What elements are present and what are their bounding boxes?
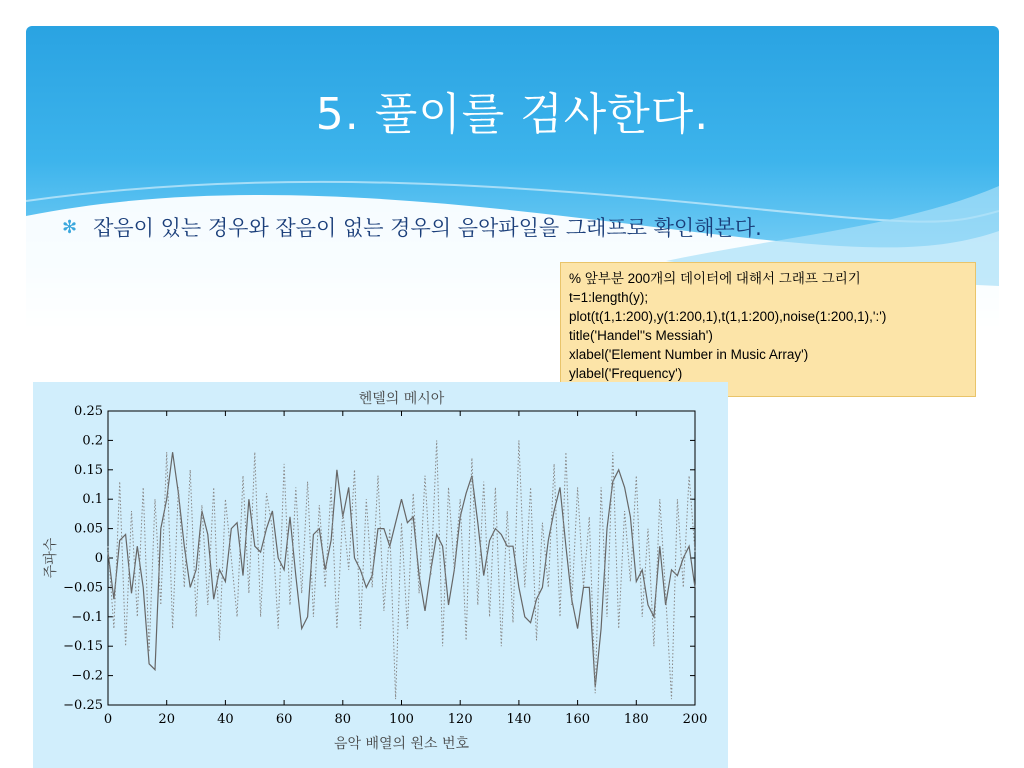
y-tick-label: −0.1 <box>71 609 103 625</box>
x-tick-label: 180 <box>623 712 649 727</box>
y-tick-label: 0.1 <box>82 492 103 508</box>
x-axis-label: 음악 배열의 원소 번호 <box>333 736 470 752</box>
y-tick-label: −0.2 <box>71 668 103 684</box>
code-line: plot(t(1,1:200),y(1:200,1),t(1,1:200),noise(1:200,1),':') <box>569 309 887 324</box>
x-tick-label: 40 <box>217 712 234 727</box>
code-line: ylabel('Frequency') <box>569 366 683 381</box>
x-tick-label: 140 <box>506 712 532 727</box>
y-tick-label: 0 <box>94 551 103 566</box>
x-tick-label: 80 <box>334 712 352 727</box>
chart-title: 헨델의 메시아 <box>358 391 445 407</box>
asterisk-icon: ✻ <box>62 216 78 238</box>
x-tick-label: 200 <box>682 712 708 727</box>
y-tick-label: 0.15 <box>74 462 103 478</box>
x-tick-label: 60 <box>275 712 293 727</box>
line-chart <box>33 382 728 768</box>
bullet-item <box>62 212 762 242</box>
y-tick-label: 0.05 <box>74 521 103 537</box>
bullet-text: 잡음이 있는 경우와 잡음이 없는 경우의 음악파일을 그래프로 확인해본다. <box>93 216 762 240</box>
y-tick-label: 0.25 <box>74 404 103 419</box>
plot-frame <box>108 411 695 705</box>
y-tick-label: −0.15 <box>63 639 103 655</box>
x-tick-label: 20 <box>158 712 175 727</box>
y-tick-label: −0.25 <box>63 698 103 713</box>
x-tick-label: 120 <box>447 712 473 727</box>
chart-panel <box>33 382 728 768</box>
x-tick-label: 160 <box>565 712 591 727</box>
code-box <box>560 262 976 397</box>
slide-title: 5. 풀이를 검사한다. <box>315 89 710 140</box>
y-tick-label: 0.2 <box>82 433 103 449</box>
code-line: title('Handel''s Messiah') <box>569 328 713 343</box>
x-tick-label: 0 <box>103 712 113 727</box>
code-line: % 앞부분 200개의 데이터에 대해서 그래프 그리기 <box>569 271 861 286</box>
y-tick-label: −0.05 <box>63 580 103 596</box>
code-line: t=1:length(y); <box>569 290 649 305</box>
x-tick-label: 100 <box>389 712 414 727</box>
signal-series-line <box>108 452 695 687</box>
y-axis-label: 주파수 <box>43 537 59 579</box>
code-line: xlabel('Element Number in Music Array') <box>569 347 809 362</box>
